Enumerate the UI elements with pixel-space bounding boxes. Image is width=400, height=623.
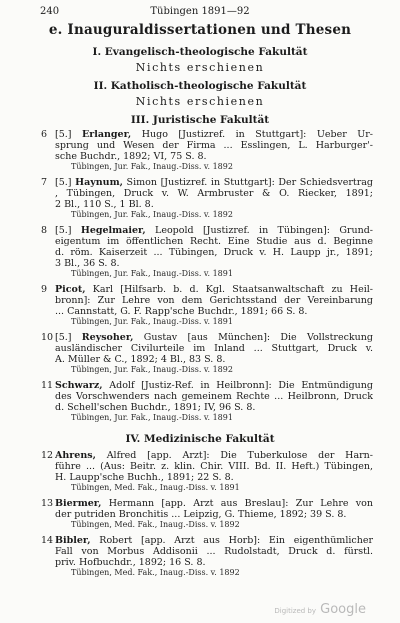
entry-number: 7	[41, 177, 48, 188]
entry-note: Tübingen, Jur. Fak., Inaug.-Diss. v. 1891	[71, 317, 233, 326]
entry-note: Tübingen, Med. Fak., Inaug.-Diss. v. 1891	[71, 483, 240, 492]
entry-line: Fall von Morbus Addisonii ... Rudolstadt, Druck d. fürstl.	[55, 546, 373, 557]
entry-line: Schwarz, Adolf [Justiz-Ref. in Heilbronn]: Die Entmündigung	[55, 380, 373, 391]
entry-number: 14	[41, 535, 54, 546]
entry-number: 6	[41, 129, 48, 140]
entry-note: Tübingen, Jur. Fak., Inaug.-Diss. v. 1892	[71, 162, 233, 171]
entry-line: [5.] Haynum, Simon [Justizref. in Stuttgart]: Der Schiedsvertrag	[55, 177, 373, 188]
faculty-heading-catholic: II. Katholisch-theologische Fakultät	[93, 80, 307, 92]
entry-line: 3 Bl., 36 S. 8.	[55, 258, 120, 269]
page-number: 240	[40, 6, 60, 17]
dissertation-entry	[41, 332, 373, 375]
faculty-none-evangelical: Nichts erschienen	[135, 61, 265, 74]
entry-line: 2 Bl., 110 S., 1 Bl. 8.	[55, 199, 154, 210]
dissertation-entry	[41, 225, 373, 279]
entry-line: bronn]: Zur Lehre von dem Gerichtsstand der Vereinbarung	[55, 295, 373, 306]
entry-line: des Vorschwenders nach gemeinem Rechte ... Heilbronn, Druck	[55, 391, 373, 402]
author-name: Hegelmaier,	[80, 225, 146, 236]
entry-line: der putriden Bronchitis ... Leipzig, G. Thieme, 1892; 39 S. 8.	[55, 509, 347, 520]
entry-number: 11	[41, 380, 54, 391]
author-name: Erlanger,	[81, 129, 132, 140]
entry-note: Tübingen, Jur. Fak., Inaug.-Diss. v. 1892	[71, 210, 233, 219]
entry-number: 12	[41, 450, 54, 461]
author-name: Reysoher,	[81, 332, 134, 343]
entry-line: eigentum im öffentlichen Recht. Eine Studie aus d. Beginne	[55, 236, 373, 247]
digitization-watermark: Digitized by Google	[274, 602, 366, 617]
dissertation-entry	[41, 498, 373, 530]
entry-line: [5.] Hegelmaier, Leopold [Justizref. in Tübingen]: Grund-	[55, 225, 373, 236]
entry-line: sprung und Wesen der Firma ... Esslingen, L. Harburger'-	[55, 140, 373, 151]
entry-note: Tübingen, Jur. Fak., Inaug.-Diss. v. 1891	[71, 269, 233, 278]
faculty-heading-medicine: IV. Medizinische Fakultät	[125, 433, 275, 445]
entry-line: [5.] Reysoher, Gustav [aus München]: Die Vollstreckung	[55, 332, 373, 343]
dissertation-entry	[41, 380, 373, 423]
entry-line: sche Buchdr., 1892; VI, 75 S. 8.	[55, 151, 207, 162]
entry-note: Tübingen, Jur. Fak., Inaug.-Diss. v. 1892	[71, 365, 233, 374]
dissertation-entry	[41, 535, 373, 578]
author-name: Schwarz,	[55, 380, 103, 391]
running-title: Tübingen 1891—92	[150, 6, 250, 17]
section-heading: e. Inauguraldissertationen und Thesen	[48, 22, 352, 38]
entry-note: Tübingen, Med. Fak., Inaug.-Diss. v. 1892	[71, 520, 240, 529]
author-name: Picot,	[55, 284, 86, 295]
entry-line: d. Schell'schen Buchdr., 1891; IV, 96 S. 8.	[55, 402, 256, 413]
entry-line: ... Cannstatt, G. F. Rapp'sche Buchdr., 1891; 66 S. 8.	[55, 306, 308, 317]
faculty-none-catholic: Nichts erschienen	[135, 95, 265, 108]
entry-number: 10	[41, 332, 54, 343]
author-name: Ahrens,	[55, 450, 96, 461]
entry-number: 9	[41, 284, 48, 295]
entry-line: führe ... (Aus: Beitr. z. klin. Chir. VIII. Bd. II. Heft.) Tübingen,	[55, 461, 373, 472]
entry-number: 13	[41, 498, 54, 509]
entry-line: , Tübingen, Druck v. W. Armbruster & O. Riecker, 1891;	[55, 188, 373, 199]
entry-line: H. Laupp'sche Buchh., 1891; 22 S. 8.	[55, 472, 234, 483]
entry-line: d. röm. Kaiserzeit ... Tübingen, Druck v. H. Laupp jr., 1891;	[55, 247, 373, 258]
dissertation-entry	[41, 177, 373, 220]
dissertation-entry	[41, 450, 373, 493]
entry-line: Bibler, Robert [app. Arzt aus Horb]: Ein eigenthümlicher	[55, 535, 373, 546]
entry-note: Tübingen, Med. Fak., Inaug.-Diss. v. 1892	[71, 568, 240, 577]
page-header	[40, 6, 360, 20]
entry-note: Tübingen, Jur. Fak., Inaug.-Diss. v. 1891	[71, 413, 233, 422]
entry-line: A. Müller & C., 1892; 4 Bl., 83 S. 8.	[55, 354, 226, 365]
dissertation-entry	[41, 284, 373, 327]
entry-line: Biermer, Hermann [app. Arzt aus Breslau]: Zur Lehre von	[55, 498, 373, 509]
author-name: Haynum,	[75, 177, 123, 188]
faculty-heading-law: III. Juristische Fakultät	[130, 114, 270, 126]
entry-line: Ahrens, Alfred [app. Arzt]: Die Tuberkulose der Harn-	[55, 450, 373, 461]
entry-line: Picot, Karl [Hilfsarb. b. d. Kgl. Staatsanwaltschaft zu Heil-	[55, 284, 373, 295]
faculty-heading-evangelical: I. Evangelisch-theologische Fakultät	[92, 46, 308, 58]
entry-line: ausländischer Civilurteile im Inland ... Stuttgart, Druck v.	[55, 343, 373, 354]
dissertation-entry	[41, 129, 373, 172]
entry-number: 8	[41, 225, 48, 236]
entry-line: [5.] Erlanger, Hugo [Justizref. in Stuttgart]: Ueber Ur-	[55, 129, 373, 140]
author-name: Bibler,	[55, 535, 91, 546]
author-name: Biermer,	[55, 498, 102, 509]
entry-line: priv. Hofbuchdr., 1892; 16 S. 8.	[55, 557, 206, 568]
